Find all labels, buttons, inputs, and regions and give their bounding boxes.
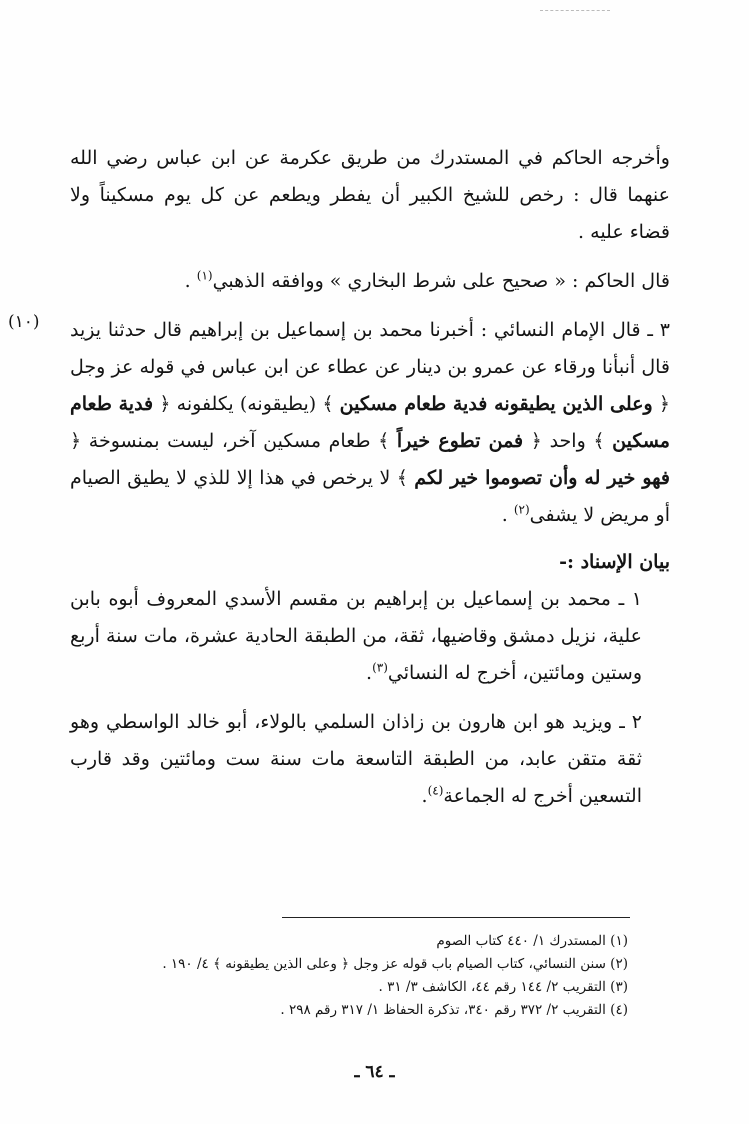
page-body [8, 140, 670, 815]
footnote-ref-2: (٢) [513, 502, 530, 517]
hadith-text-a: ٣ ـ قال الإمام النسائي : أخبرنا محمد بن إسماعيل بن إبراهيم قال حدثنا يزيد قال أنبأنا ورقاء عن عمرو بن دينار عن عطاء عن ابن عباس في قوله عز وجل ﴿ [70, 319, 670, 415]
quran-quote-2: فدية طعام مسكين [70, 393, 670, 452]
narrator-1-end: . [366, 662, 373, 684]
page-number: ـ ٦٤ ـ [354, 1062, 395, 1082]
quran-quote-1: وعلى الذين يطيقونه فدية طعام مسكين [339, 393, 653, 415]
grading-end: . [184, 270, 197, 292]
hadith-end: . [501, 504, 514, 526]
footnote-2: (٢) سنن النسائي، كتاب الصيام باب قوله عز وجل ﴿ وعلى الذين يطيقونه ﴾ ٤/ ١٩٠ . [162, 956, 628, 972]
footnote-ref-1: (١) [196, 268, 213, 283]
hadith-text-e: ﴾ لا يرخص في هذا إلا للذي لا يطيق الصيام أو مريض لا يشفى [70, 467, 670, 526]
footnote-ref-4: (٤) [427, 783, 444, 798]
hadith-text-b: ﴾ (يطيقونه) يكلفونه ﴿ [153, 393, 340, 415]
hadith-side-number: (١٠) [8, 312, 40, 332]
hadith-block [8, 312, 670, 534]
footnotes [80, 930, 628, 1022]
footnote-divider [282, 917, 630, 918]
paragraph-hakim-narration: وأخرجه الحاكم في المستدرك من طريق عكرمة عن ابن عباس رضي الله عنهما قال : رخص للشيخ الكبير أن يفطر ويطعم عن كل يوم مسكيناً ولا قضاء عليه . [70, 147, 670, 243]
quran-quote-3: فمن تطوع خيراً [396, 430, 524, 452]
narrator-2-text: ٢ ـ ويزيد هو ابن هارون بن زاذان السلمي بالولاء، أبو خالد الواسطي وهو ثقة متقن عابد، من الطبقة التاسعة مات سنة ست ومائتين وقد قارب التسعين أخرج له الجماعة [70, 711, 642, 807]
top-scan-mark [540, 10, 610, 11]
section-heading-isnad: بيان الإسناد :- [559, 551, 670, 573]
quran-quote-4: فهو خير له وأن تصوموا خير لكم [414, 467, 670, 489]
paragraph-narrator-1 [70, 581, 670, 692]
narrator-2-end: . [421, 785, 428, 807]
footnote-ref-3: (٣) [372, 660, 388, 675]
footnote-4: (٤) التقريب ٢/ ٣٧٢ رقم ٣٤٠، تذكرة الحفاظ ١/ ٣١٧ رقم ٢٩٨ . [280, 1002, 628, 1018]
grading-text: قال الحاكم : « صحيح على شرط البخاري » ووافقه الذهبي [212, 270, 670, 292]
paragraph-hakim-grading [70, 263, 670, 300]
footnote-1: (١) المستدرك ١/ ٤٤٠ كتاب الصوم [436, 933, 628, 949]
narrator-1-text: ١ ـ محمد بن إسماعيل بن إبراهيم بن مقسم الأسدي المعروف أبوه بابن علية، نزيل دمشق وقاضيها، ثقة، من الطبقة الحادية عشرة، مات سنة أربع وستين ومائتين، أخرج له النسائي [70, 588, 642, 684]
footnote-3: (٣) التقريب ٢/ ١٤٤ رقم ٤٤، الكاشف ٣/ ٣١ . [378, 979, 628, 995]
paragraph-hadith [70, 312, 670, 534]
hadith-text-d: ﴾ طعام مسكين آخر، ليست بمنسوخة ﴿ [70, 430, 397, 452]
hadith-text-c: ﴾ واحد ﴿ [523, 430, 613, 452]
paragraph-narrator-2 [70, 704, 670, 815]
